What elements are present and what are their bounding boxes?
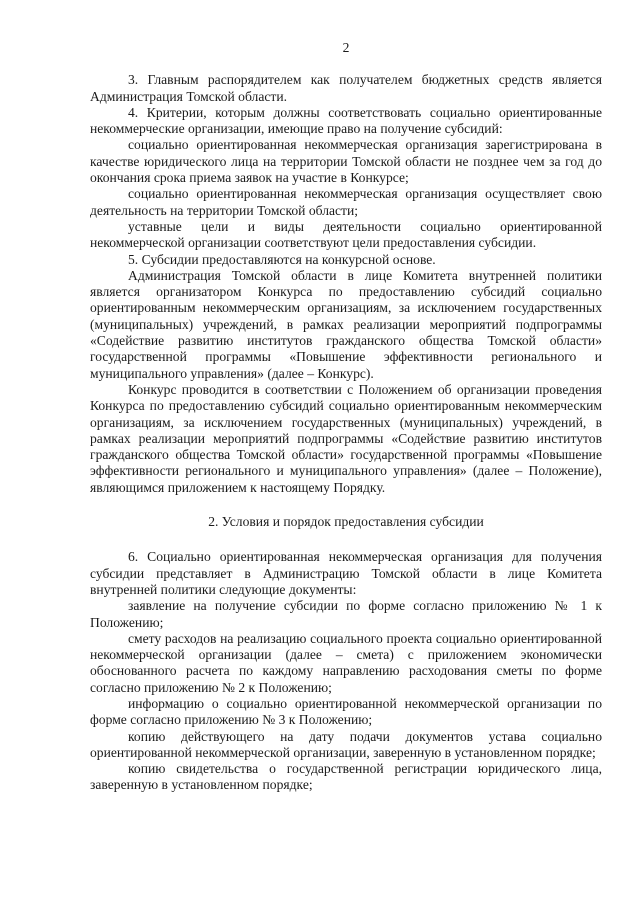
document-charter-copy: копию действующего на дату подачи документов устава социально ориентированной некоммерческой организации, заверенную в установленном порядке;: [90, 728, 602, 760]
page-number: 2: [342, 40, 350, 55]
document-page: [90, 40, 602, 794]
paragraph-6: 6. Социально ориентированная некоммерческая организация для получения субсидии представляет в Администрацию Томской области в лице Комитета внутренней политики следующие документы:: [90, 549, 602, 597]
section-1-body: [90, 72, 602, 496]
document-organization-info: информацию о социально ориентированной некоммерческой организации по форме согласно приложению № 3 к Положению;: [90, 695, 602, 728]
section-2-body: [90, 549, 602, 793]
contest-regulation-paragraph: Конкурс проводится в соответствии с Положением об организации проведения Конкурса по предоставлению субсидий социально ориентированным некоммерческим организациям, за исключением государственных (муниципальных) учреждений, в рамках реализации мероприятий подпрограммы «Содействие развитию институтов гражданского общества Томской области» государственной программы «Повышение эффективности регионального и муниципального управления» (далее – Положение), являющимся приложением к настоящему Порядку.: [90, 381, 602, 495]
paragraph-5: 5. Субсидии предоставляются на конкурсной основе.: [128, 251, 436, 267]
paragraph-3: 3. Главным распорядителем как получателем бюджетных средств является Администрация Томской области.: [90, 72, 602, 104]
criterion-territory: социально ориентированная некоммерческая организация осуществляет свою деятельность на территории Томской области;: [90, 186, 602, 218]
document-application: заявление на получение субсидии по форме согласно приложению № 1 к Положению;: [90, 598, 602, 630]
document-registration-certificate: копию свидетельства о государственной регистрации юридического лица, заверенную в установленном порядке;: [90, 761, 602, 793]
organizer-paragraph: Администрация Томской области в лице Комитета внутренней политики является организатором Конкурса по предоставлению субсидий социально ориентированным некоммерческим организациям, за исключением государственных (муниципальных) учреждений, в рамках реализации мероприятий подпрограммы «Содействие развитию институтов гражданского общества Томской области» государственной программы «Повышение эффективности регионального и муниципального управления» (далее – Конкурс).: [90, 267, 602, 381]
paragraph-4: 4. Критерии, которым должны соответствовать социально ориентированные некоммерческие организации, имеющие право на получение субсидий:: [90, 104, 602, 137]
section-2-heading: 2. Условия и порядок предоставления субсидии: [208, 514, 484, 530]
criterion-registration: социально ориентированная некоммерческая организация зарегистрирована в качестве юридического лица на территории Томской области не позднее чем за год до окончания срока приема заявок на участие в Конкурсе;: [90, 137, 602, 186]
document-estimate: смету расходов на реализацию социального проекта социально ориентированной некоммерческой организации (далее – смета) с приложением экономически обоснованного расчета по каждому направлению расходования сметы по форме согласно приложению № 2 к Положению;: [90, 630, 602, 695]
criterion-goals: уставные цели и виды деятельности социально ориентированной некоммерческой организации соответствуют цели предоставления субсидии.: [90, 218, 602, 251]
